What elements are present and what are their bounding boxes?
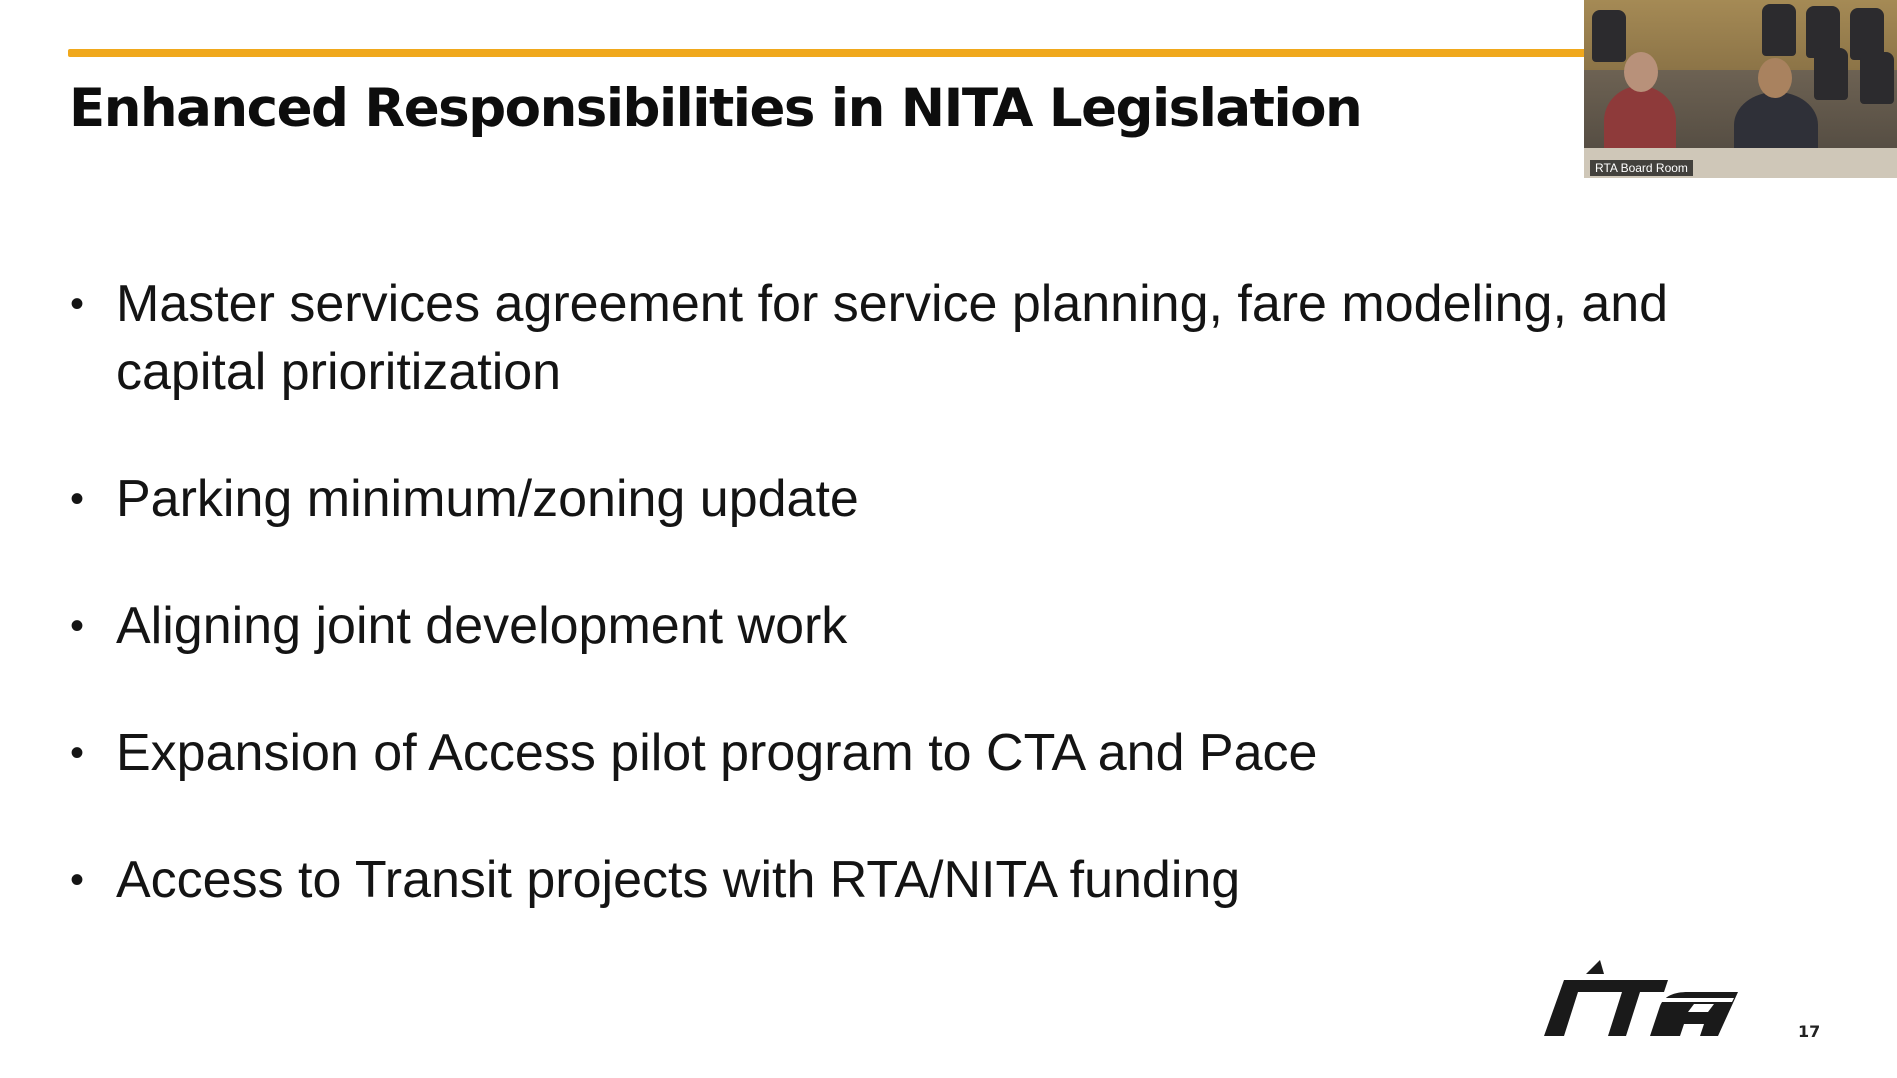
title-accent-rule	[68, 49, 1588, 57]
bullet-text: Expansion of Access pilot program to CTA and Pace	[116, 724, 1318, 782]
bullet-dot-icon: •	[70, 282, 85, 326]
bullet-item	[68, 846, 1828, 914]
page-number: 17	[1798, 1022, 1821, 1041]
chair	[1860, 52, 1894, 104]
bullet-item	[68, 465, 1828, 533]
bullet-text-continued: capital prioritization	[116, 343, 562, 401]
chair	[1814, 48, 1848, 100]
rta-logo	[1538, 958, 1748, 1040]
bullet-dot-icon: •	[70, 731, 85, 775]
chair	[1762, 4, 1796, 56]
bullet-item	[68, 719, 1828, 787]
bullet-item	[68, 592, 1828, 660]
person-left	[1604, 86, 1676, 156]
bullet-text: Parking minimum/zoning update	[116, 470, 859, 528]
bullet-dot-icon: •	[70, 604, 85, 648]
bullet-item	[68, 270, 1828, 406]
person-left-head	[1624, 52, 1658, 92]
chair	[1592, 10, 1626, 62]
video-feed-thumbnail[interactable]	[1584, 0, 1897, 178]
video-caption: RTA Board Room	[1590, 160, 1693, 176]
bullet-list	[68, 270, 1828, 973]
bullet-text: Access to Transit projects with RTA/NITA funding	[116, 851, 1241, 909]
bullet-dot-icon: •	[70, 858, 85, 902]
slide-title: Enhanced Responsibilities in NITA Legislation	[69, 78, 1362, 139]
person-right-head	[1758, 58, 1792, 98]
bullet-dot-icon: •	[70, 477, 85, 521]
bullet-text: Master services agreement for service planning, fare modeling, and	[116, 275, 1669, 333]
bullet-text: Aligning joint development work	[116, 597, 848, 655]
